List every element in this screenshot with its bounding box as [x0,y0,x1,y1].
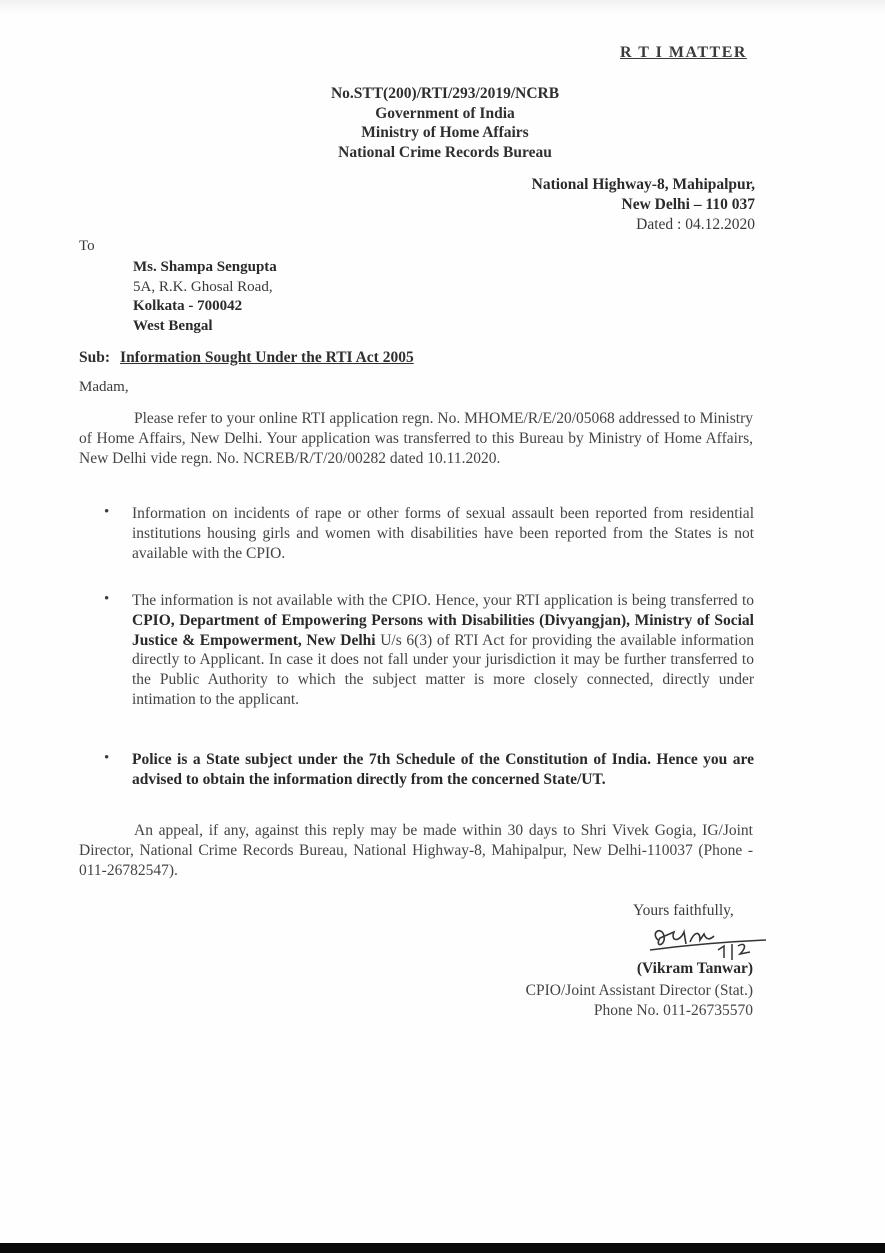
recipient-name: Ms. Shampa Sengupta [133,259,277,275]
body-paragraph-1: Please refer to your online RTI application regn. No. MHOME/R/E/20/05068 addressed to Ministry of Home Affairs, New Delhi. Your application was transferred to this Bureau by Ministry of Home Affairs, New Delhi vide regn. No. NCREB/R/T/20/00282 dated 10.11.2020. [79,410,753,467]
address-line-2: New Delhi – 110 037 [621,196,755,213]
bullet-dot: • [104,750,110,766]
recipient-street: 5A, R.K. Ghosal Road, [133,278,273,295]
bullet-1-text: Information on incidents of rape or other forms of sexual assault been reported from residential institutions housing girls and women with disabilities have been reported from the States is not available with the CPIO. [132,505,754,562]
to-label: To [79,238,95,254]
bullet-2-post: U/s 6(3) of RTI Act for providing the available information directly to Applicant. In case it does not fall under your jurisdiction it may be further transferred to the Public Authority to which the subject matter is more closely connected, directly under intimation to the applicant. [132,631,754,708]
reference-number: No.STT(200)/RTI/293/2019/NCRB [330,85,560,102]
yours-faithfully: Yours faithfully, [633,902,734,919]
recipient-city: Kolkata - 700042 [133,298,243,314]
appeal-paragraph: An appeal, if any, against this reply may be made within 30 days to Shri Vivek Gogia, IG/Joint Director, National Crime Records Bureau, National Highway-8, Mahipalpur, New Delhi-110037 (Phone - 011-26782547). [79,822,753,879]
bullet-item-3 [104,750,754,790]
bullet-2-pre: The information is not available with the CPIO. Hence, your RTI application is being transferred to [132,592,754,609]
recipient-block [133,258,277,336]
bullet-dot: • [104,504,110,520]
bullet-item-1 [104,504,754,563]
letter-date: Dated : 04.12.2020 [636,216,755,233]
recipient-state: West Bengal [133,317,213,334]
rti-matter-heading: R T I MATTER [620,44,747,61]
government-line: Government of India [375,104,515,122]
scan-edge-shade [0,0,885,14]
sender-address [532,175,755,235]
bullet-item-2 [104,591,754,710]
scan-bottom-border [0,1243,885,1253]
signatory-phone: Phone No. 011-26735570 [593,1001,753,1019]
bureau-line: National Crime Records Bureau [338,143,552,161]
subject-line [79,349,414,367]
signatory-details [526,981,753,1020]
subject-text: Information Sought Under the RTI Act 2005 [120,349,414,366]
salutation: Madam, [79,379,129,395]
address-line-1: National Highway-8, Mahipalpur, [531,176,755,193]
ministry-line: Ministry of Home Affairs [361,124,529,141]
bullet-2-text [132,591,754,710]
bullet-2-authority: CPIO, Department of Empowering Persons with Disabilities (Divyangjan), Ministry of Social Justice & Empowerment, New Delhi [132,611,754,649]
letterhead [245,84,645,162]
signatory-name: (Vikram Tanwar) [636,960,753,977]
signatory-designation: CPIO/Joint Assistant Director (Stat.) [525,982,753,999]
subject-label: Sub: [79,349,111,366]
bullet-dot: • [104,591,110,607]
bullet-3-text: Police is a State subject under the 7th Schedule of the Constitution of India. Hence you are advised to obtain the information directly from the concerned State/UT. [132,751,754,788]
